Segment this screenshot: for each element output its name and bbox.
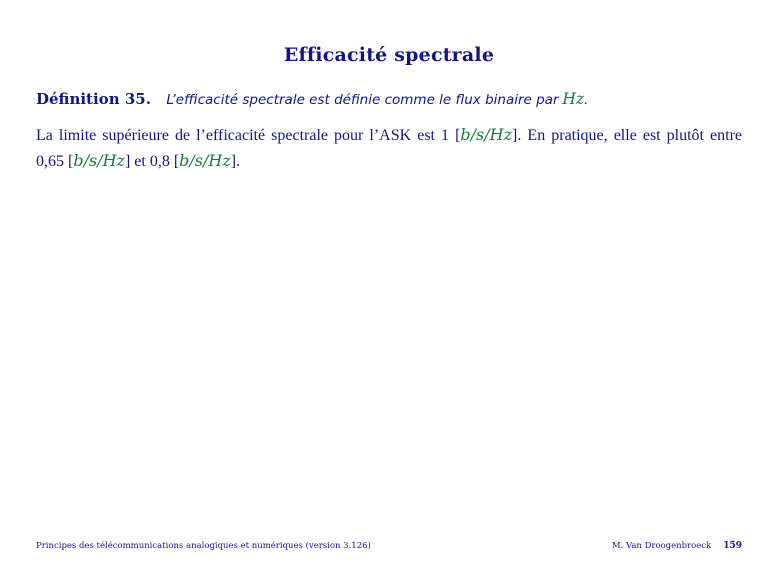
definition-math-hz: Hz [562, 90, 585, 108]
definition-block [36, 88, 742, 111]
slide-footer [36, 541, 742, 551]
page-title: Efficacité spectrale [283, 44, 495, 66]
unit-3-open: [ [173, 153, 180, 171]
unit-1-open: [ [455, 127, 461, 145]
definition-label: Définition 35. [36, 90, 151, 108]
unit-2-close: ] [124, 153, 131, 171]
footer-author: M. Van Droogenbroeck [611, 541, 712, 551]
unit-1-value: b/s/Hz [460, 125, 513, 145]
unit-2-value: b/s/Hz [73, 151, 125, 171]
unit-3-value: b/s/Hz [179, 151, 231, 171]
unit-3-close: ] [230, 153, 237, 171]
unit-2-open: [ [68, 153, 74, 171]
footer-document-title: Principes des télécommunications analogiques et numériques (version 3.126) [36, 541, 371, 551]
paragraph-part-3: et 0,8 [134, 153, 170, 171]
paragraph-part-4: . [236, 153, 241, 171]
body-paragraph [36, 123, 742, 175]
page-number: 159 [723, 541, 742, 551]
slide-body [36, 88, 742, 175]
definition-period: . [584, 92, 589, 108]
unit-1-close: ] [512, 127, 518, 145]
paragraph-part-1: La limite supérieure de l’efficacité spectrale pour l’ASK est 1 [36, 127, 450, 145]
paragraph-part-2: . En pratique, elle est plutôt entre 0,65 [36, 127, 743, 171]
definition-text: L’efficacité spectrale est définie comme le flux binaire par [166, 92, 559, 108]
footer-right-group [612, 541, 742, 551]
